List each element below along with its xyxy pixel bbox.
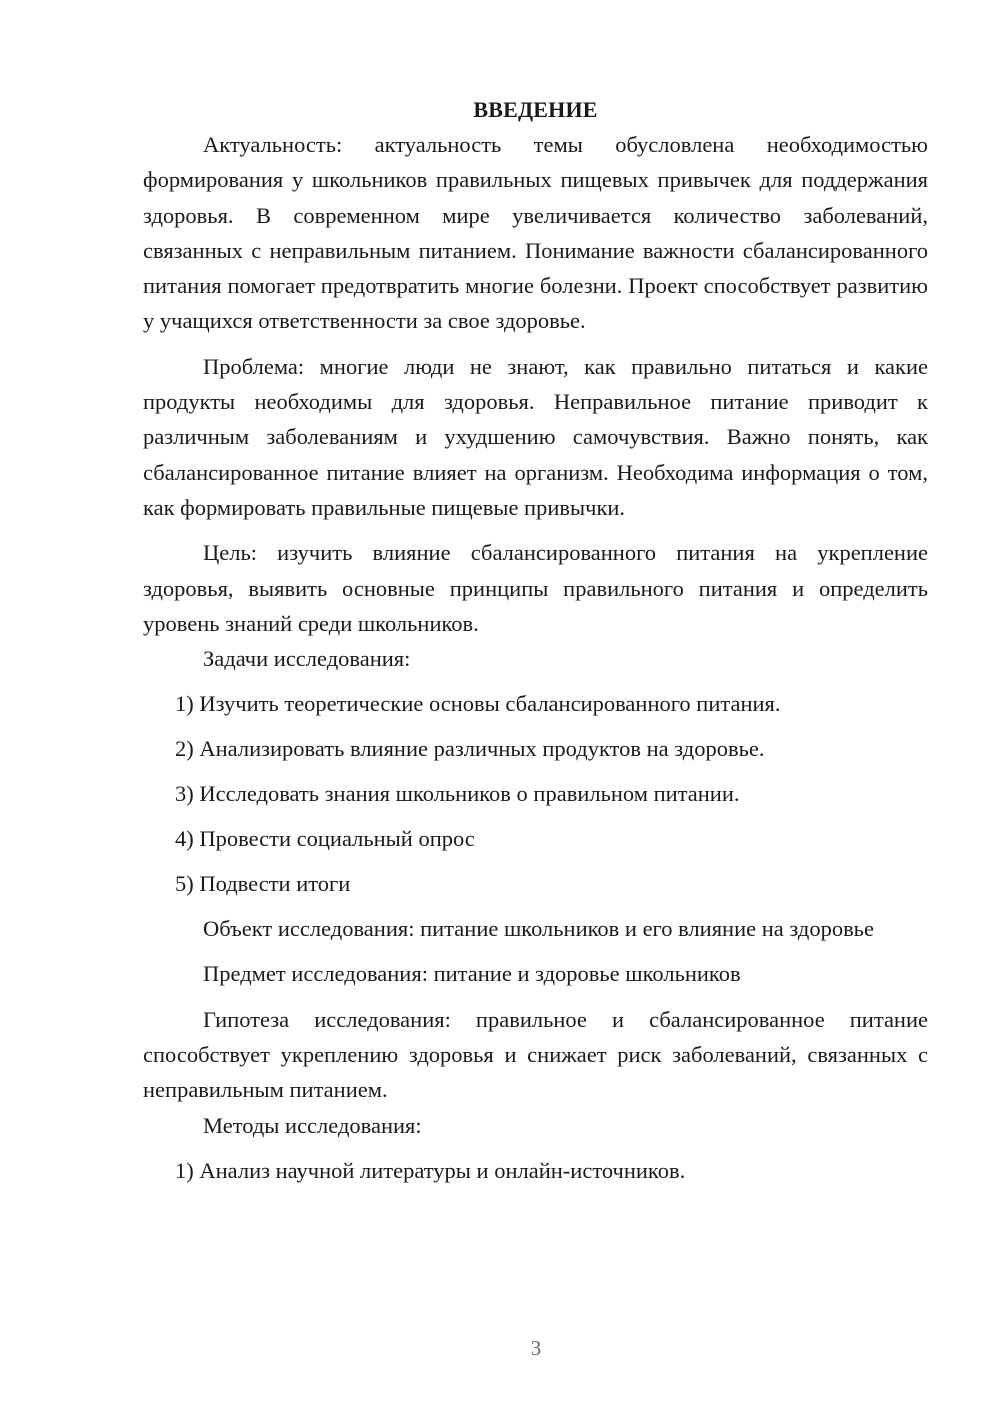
- relevance-paragraph: Актуальность: актуальность темы обусловлена необходимостью формирования у школьников правильных пищевых привычек для поддержания здоровья. В современном мире увеличивается количество заболеваний, связанных с неправильным питанием. Понимание важности сбалансированного питания помогает предотвратить многие болезни. Проект способствует развитию у учащихся ответственности за свое здоровье.: [143, 132, 928, 334]
- goal-paragraph: Цель: изучить влияние сбалансированного питания на укрепление здоровья, выявить основные принципы правильного питания и определить уровень знаний среди школьников.: [143, 540, 928, 636]
- task-item: 2) Анализировать влияние различных продуктов на здоровье.: [175, 736, 765, 762]
- object-paragraph: Объект исследования: питание школьников и его влияние на здоровье: [203, 916, 874, 942]
- task-item: 1) Изучить теоретические основы сбалансированного питания.: [175, 691, 781, 717]
- methods-heading: Методы исследования:: [203, 1112, 422, 1138]
- page-number: 3: [530, 1336, 542, 1360]
- method-item: 1) Анализ научной литературы и онлайн-источников.: [175, 1157, 686, 1183]
- task-item: 3) Исследовать знания школьников о правильном питании.: [175, 781, 740, 807]
- document-page: [143, 95, 928, 1188]
- section-heading: ВВЕДЕНИЕ: [473, 97, 598, 122]
- tasks-heading: Задачи исследования:: [203, 646, 411, 672]
- problem-paragraph: Проблема: многие люди не знают, как правильно питаться и какие продукты необходимы для здоровья. Неправильное питание приводит к различным заболеваниям и ухудшению самочувствия. Важно понять, как сбалансированное питание влияет на организм. Необходима информация о том, как формировать правильные пищевые привычки.: [143, 353, 928, 520]
- hypothesis-paragraph: Гипотеза исследования: правильное и сбалансированное питание способствует укреплению здоровья и снижает риск заболеваний, связанных с неправильным питанием.: [143, 1006, 928, 1103]
- task-item: 5) Подвести итоги: [175, 871, 351, 897]
- task-item: 4) Провести социальный опрос: [175, 826, 475, 852]
- subject-paragraph: Предмет исследования: питание и здоровье школьников: [203, 961, 741, 987]
